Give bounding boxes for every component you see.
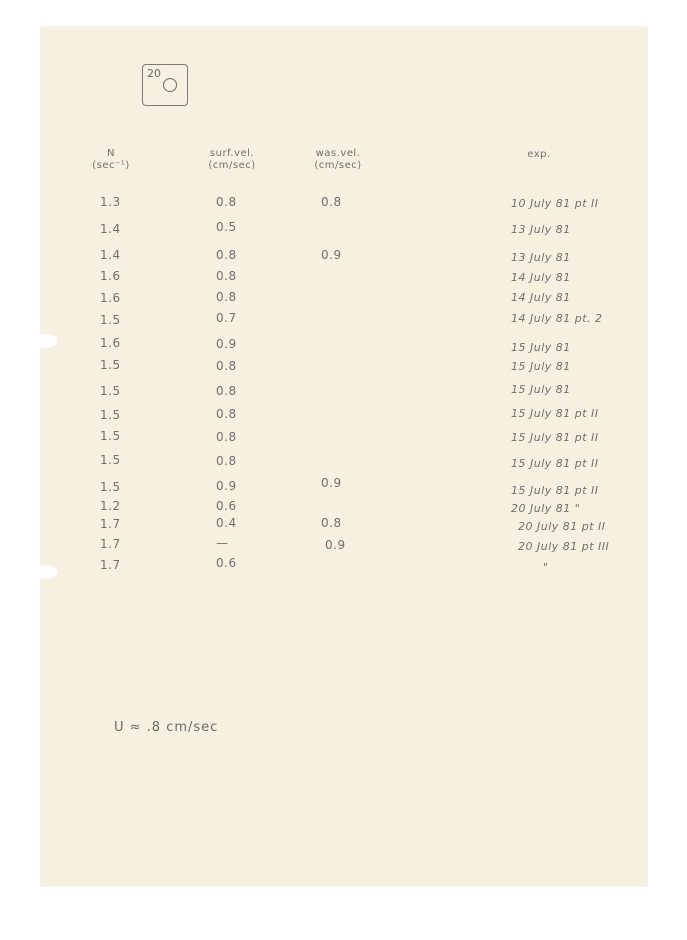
cell-surf-vel: 0.8 (216, 454, 237, 468)
cell-n: 1.5 (100, 480, 121, 494)
cell-exp: 15 July 81 pt II (511, 484, 599, 497)
page-number: 20 (147, 67, 161, 80)
cell-n: 1.5 (100, 358, 121, 372)
cell-exp: 14 July 81 (511, 271, 571, 284)
cell-exp: 15 July 81 pt II (511, 431, 599, 444)
cell-exp: 14 July 81 (511, 291, 571, 304)
header-surf-vel (199, 148, 265, 172)
cell-exp: 20 July 81 pt III (518, 540, 610, 553)
cell-surf-vel: 0.6 (216, 499, 237, 513)
cell-surf-vel: 0.8 (216, 359, 237, 373)
cell-n: 1.7 (100, 558, 121, 572)
cell-n: 1.7 (100, 537, 121, 551)
cell-exp: 15 July 81 (511, 360, 571, 373)
summary-note: U ≈ .8 cm/sec (114, 720, 219, 735)
cell-was-vel: 0.8 (321, 516, 342, 530)
cell-n: 1.5 (100, 453, 121, 467)
cell-surf-vel: 0.8 (216, 384, 237, 398)
cell-exp: " (543, 561, 549, 574)
ring-mark (163, 78, 177, 92)
header-exp-label: exp. (527, 149, 551, 160)
cell-exp: 13 July 81 (511, 223, 571, 236)
cell-surf-vel: 0.8 (216, 195, 237, 209)
cell-was-vel: 0.9 (321, 248, 342, 262)
header-n-label: N (107, 148, 115, 159)
header-exp (519, 149, 559, 161)
cell-exp: 15 July 81 pt II (511, 457, 599, 470)
cell-exp: 10 July 81 pt II (511, 197, 599, 210)
cell-n: 1.5 (100, 313, 121, 327)
cell-was-vel: 0.9 (325, 538, 346, 552)
cell-exp: 13 July 81 (511, 251, 571, 264)
cell-n: 1.5 (100, 429, 121, 443)
cell-n: 1.3 (100, 195, 121, 209)
header-was-vel (305, 148, 371, 172)
cell-was-vel: 0.8 (321, 195, 342, 209)
paper-sheet (41, 27, 647, 886)
cell-surf-vel: 0.7 (216, 311, 237, 325)
cell-surf-vel: 0.4 (216, 516, 237, 530)
cell-surf-vel: 0.6 (216, 556, 237, 570)
punch-hole (35, 334, 57, 348)
header-surf-vel-unit: (cm/sec) (208, 160, 256, 171)
cell-n: 1.6 (100, 336, 121, 350)
cell-exp: 20 July 81 " (511, 502, 581, 515)
cell-n: 1.4 (100, 248, 121, 262)
cell-was-vel: 0.9 (321, 476, 342, 490)
cell-exp: 15 July 81 (511, 383, 571, 396)
cell-exp: 14 July 81 pt. 2 (511, 312, 603, 325)
punch-hole (35, 565, 57, 579)
cell-n: 1.5 (100, 384, 121, 398)
header-n-unit: (sec⁻¹) (92, 160, 130, 171)
cell-exp: 15 July 81 (511, 341, 571, 354)
cell-n: 1.7 (100, 517, 121, 531)
cell-exp: 20 July 81 pt II (518, 520, 606, 533)
cell-surf-vel: 0.8 (216, 407, 237, 421)
page-number-stamp (142, 64, 188, 106)
header-was-vel-unit: (cm/sec) (314, 160, 362, 171)
cell-surf-vel: — (216, 536, 229, 550)
cell-surf-vel: 0.5 (216, 220, 237, 234)
cell-n: 1.5 (100, 408, 121, 422)
cell-surf-vel: 0.8 (216, 248, 237, 262)
cell-n: 1.6 (100, 269, 121, 283)
cell-surf-vel: 0.8 (216, 290, 237, 304)
header-surf-vel-label: surf.vel. (209, 148, 255, 159)
header-was-vel-label: was.vel. (315, 148, 361, 159)
cell-surf-vel: 0.9 (216, 337, 237, 351)
cell-exp: 15 July 81 pt II (511, 407, 599, 420)
header-n (91, 148, 131, 172)
cell-n: 1.2 (100, 499, 121, 513)
cell-n: 1.4 (100, 222, 121, 236)
cell-n: 1.6 (100, 291, 121, 305)
cell-surf-vel: 0.9 (216, 479, 237, 493)
cell-surf-vel: 0.8 (216, 269, 237, 283)
cell-surf-vel: 0.8 (216, 430, 237, 444)
